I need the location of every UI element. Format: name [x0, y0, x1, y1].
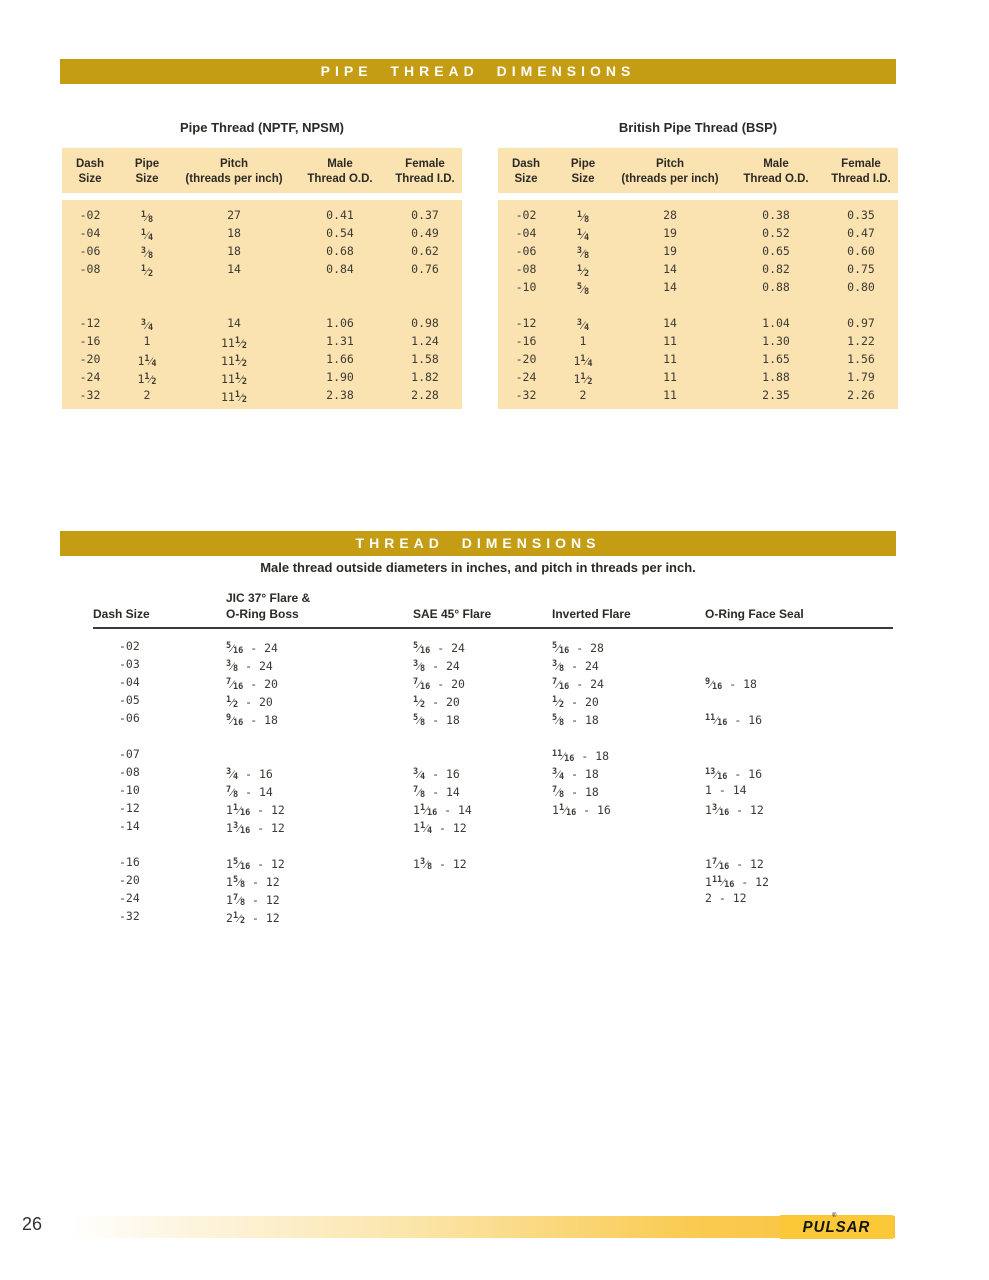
- table-cell: $1^1⁄4$: [573, 354, 593, 369]
- table-cell: 11: [663, 370, 677, 384]
- column-header: Pitch (threads per inch): [185, 157, 283, 185]
- table-cell: -16: [515, 334, 537, 348]
- table-cell: 1.79: [847, 370, 875, 384]
- table-cell: -06: [119, 711, 140, 725]
- table-cell: $11^1⁄2$: [220, 372, 248, 387]
- table-row: [95, 853, 893, 871]
- section-title: THREAD DIMENSIONS: [355, 535, 601, 551]
- table-cell: -32: [119, 909, 140, 923]
- table-cell: [728, 296, 824, 314]
- table-cell: 14: [663, 316, 677, 330]
- table-cell: -14: [119, 819, 140, 833]
- table-cell: -20: [119, 873, 140, 887]
- table-cell: $^5$⁄8 - 18: [552, 713, 599, 728]
- registered-trademark-mark: ®: [832, 1213, 837, 1219]
- table-row: [95, 673, 893, 691]
- table-cell: -08: [119, 765, 140, 779]
- table-cell: [292, 278, 388, 296]
- table-cell: 1.30: [762, 334, 790, 348]
- table-cell: $1^1⁄4$: [137, 354, 157, 369]
- table-cell: [176, 278, 292, 296]
- table-cell: 28: [663, 208, 677, 222]
- table-row: [95, 709, 893, 727]
- column-header: Male Thread O.D.: [307, 157, 373, 185]
- table-cell: 1.82: [411, 370, 439, 384]
- table-cell: -05: [119, 693, 140, 707]
- table-cell: -07: [119, 747, 140, 761]
- table-cell: 0.54: [326, 226, 354, 240]
- table-cell: $1^7⁄16 - 12$: [705, 857, 764, 872]
- table-row: [95, 889, 893, 907]
- table-cell: 18: [227, 226, 241, 240]
- table-cell: [176, 296, 292, 314]
- table-cell: $1^1⁄16 - 14$: [413, 803, 472, 818]
- table-cell: [388, 296, 462, 314]
- table-cell: $^1$⁄2 - 20: [413, 695, 460, 710]
- table-row: [95, 727, 893, 745]
- table-cell: $^5$⁄16 - 24: [226, 641, 278, 656]
- table-cell: $^3$⁄4 - 16: [226, 767, 273, 782]
- column-header: SAE 45° Flare: [413, 607, 492, 621]
- table-cell: 19: [663, 226, 677, 240]
- table-cell: $^3$⁄4 - 18: [552, 767, 599, 782]
- table-cell: $^5$⁄16 - 24: [413, 641, 465, 656]
- table-cell: -02: [515, 208, 537, 222]
- thread-dimensions-table-header: [93, 580, 893, 629]
- table-cell: -24: [79, 370, 101, 384]
- table-cell: $1^3⁄16 - 12$: [705, 803, 764, 818]
- table-cell: 0.37: [411, 208, 439, 222]
- thread-dimensions-table: [95, 637, 893, 925]
- table-cell: -20: [515, 352, 537, 366]
- table-cell: [413, 835, 552, 853]
- table-row: [95, 781, 893, 799]
- table-cell: 0.82: [762, 262, 790, 276]
- table-cell: $1^1⁄16 - 16$: [552, 803, 611, 818]
- table-cell: 0.68: [326, 244, 354, 258]
- table-cell: 0.35: [847, 208, 875, 222]
- table-cell: 1: [579, 334, 587, 348]
- table-cell: 0.88: [762, 280, 790, 294]
- table-cell: $^1$⁄4: [140, 228, 154, 243]
- table-cell: $^3$⁄4: [140, 318, 154, 333]
- table-cell: 14: [227, 262, 241, 276]
- table-row: [95, 763, 893, 781]
- table-cell: [388, 278, 462, 296]
- column-header: O-Ring Face Seal: [705, 607, 804, 621]
- table-cell: -06: [515, 244, 537, 258]
- table-cell: $^3$⁄4 - 16: [413, 767, 460, 782]
- table-cell: -04: [515, 226, 537, 240]
- table-cell: 0.38: [762, 208, 790, 222]
- table-cell: $^3$⁄8 - 24: [413, 659, 460, 674]
- table-cell: 1.31: [326, 334, 354, 348]
- table-cell: $2^1⁄2 - 12$: [226, 911, 280, 926]
- table-cell: 14: [663, 262, 677, 276]
- pipe-thread-dimensions-banner: [60, 59, 896, 84]
- table-cell: 11: [663, 352, 677, 366]
- table-cell: 0.98: [411, 316, 439, 330]
- section-title: PIPE THREAD DIMENSIONS: [320, 63, 636, 79]
- table-cell: -12: [515, 316, 537, 330]
- table-cell: -10: [515, 280, 537, 294]
- table-cell: 0.84: [326, 262, 354, 276]
- table-cell: 1.56: [847, 352, 875, 366]
- table-cell: $1^1⁄4 - 12$: [413, 821, 467, 836]
- table-cell: 2 - 12: [705, 891, 747, 905]
- table-cell: 0.41: [326, 208, 354, 222]
- pipe-thread-table-nptf: [62, 200, 462, 409]
- table-cell: $1^1⁄16 - 12$: [226, 803, 285, 818]
- table-cell: -16: [79, 334, 101, 348]
- table-cell: [705, 727, 893, 745]
- table-cell: [62, 278, 118, 296]
- table-cell: $^{13}$⁄16 - 16: [705, 767, 763, 782]
- table-cell: 1.06: [326, 316, 354, 330]
- table-cell: 0.52: [762, 226, 790, 240]
- column-header: Pitch (threads per inch): [621, 157, 719, 185]
- pulsar-logo: [780, 1215, 893, 1239]
- table-cell: 1.90: [326, 370, 354, 384]
- table-cell: [413, 907, 552, 930]
- table-cell: $1^7⁄8 - 12$: [226, 893, 280, 908]
- table-cell: $1^{11}⁄16 - 12$: [705, 875, 769, 890]
- table-cell: -20: [79, 352, 101, 366]
- table-cell: 1.65: [762, 352, 790, 366]
- table-cell: 27: [227, 208, 241, 222]
- column-header: Female Thread I.D.: [395, 157, 455, 185]
- table-cell: -32: [515, 388, 537, 402]
- table-cell: 0.49: [411, 226, 439, 240]
- table-cell: $^7$⁄16 - 20: [226, 677, 278, 692]
- table-cell: $1^3⁄16 - 12$: [226, 821, 285, 836]
- table-cell: -08: [515, 262, 537, 276]
- table-cell: 0.75: [847, 262, 875, 276]
- table-cell: [413, 727, 552, 745]
- page-number: 26: [22, 1214, 43, 1234]
- table-cell: $^9$⁄16 - 18: [226, 713, 278, 728]
- table-cell: 14: [227, 316, 241, 330]
- table-cell: $^7$⁄8 - 14: [413, 785, 460, 800]
- table-cell: $^7$⁄8 - 18: [552, 785, 599, 800]
- table-cell: [824, 296, 898, 314]
- table-cell: $^7$⁄16 - 20: [413, 677, 465, 692]
- column-header: Male Thread O.D.: [743, 157, 809, 185]
- column-header: Dash Size: [511, 157, 541, 185]
- table-cell: [95, 835, 226, 853]
- table-cell: -16: [119, 855, 140, 869]
- footer-gradient-bar: [70, 1216, 895, 1238]
- table-cell: $^3$⁄8 - 24: [226, 659, 273, 674]
- table-cell: $11^1⁄2$: [220, 390, 248, 405]
- table-cell: $^{11}$⁄16 - 16: [705, 713, 763, 728]
- nptf-table-title: Pipe Thread (NPTF, NPSM): [180, 120, 344, 135]
- pulsar-logo-text: PULSAR: [802, 1218, 871, 1236]
- table-cell: $^{11}$⁄16 - 18: [552, 749, 610, 764]
- table-cell: [554, 296, 612, 314]
- table-cell: $^1$⁄8: [576, 210, 590, 225]
- table-cell: $^5$⁄8 - 18: [413, 713, 460, 728]
- table-cell: $^1$⁄8: [140, 210, 154, 225]
- table-cell: 1 - 14: [705, 783, 747, 797]
- thread-dimensions-subtitle: Male thread outside diameters in inches, and pitch in threads per inch.: [260, 560, 696, 575]
- table-cell: 0.97: [847, 316, 875, 330]
- table-cell: -24: [119, 891, 140, 905]
- column-header: Pipe Size: [570, 157, 596, 185]
- table-cell: $11^1⁄2$: [220, 336, 248, 351]
- table-cell: [118, 296, 176, 314]
- table-cell: 18: [227, 244, 241, 258]
- table-cell: 0.65: [762, 244, 790, 258]
- table-cell: 1.58: [411, 352, 439, 366]
- thread-dimensions-banner: [60, 531, 896, 556]
- table-cell: -24: [515, 370, 537, 384]
- table-cell: 2: [579, 388, 587, 402]
- column-header: Inverted Flare: [552, 607, 631, 621]
- table-cell: 1.88: [762, 370, 790, 384]
- table-row: [95, 745, 893, 763]
- table-cell: $^3$⁄4: [576, 318, 590, 333]
- table-row: [95, 691, 893, 709]
- table-cell: -12: [119, 801, 140, 815]
- table-cell: -02: [119, 639, 140, 653]
- table-cell: 1: [143, 334, 151, 348]
- table-cell: 11: [663, 334, 677, 348]
- table-cell: 1.24: [411, 334, 439, 348]
- table-cell: 2.35: [762, 388, 790, 402]
- table-cell: [498, 296, 554, 314]
- table-row: [95, 907, 893, 925]
- column-header: Dash Size: [93, 607, 150, 621]
- table-cell: $^1$⁄2 - 20: [552, 695, 599, 710]
- table-cell: [705, 835, 893, 853]
- table-cell: $1^1⁄2$: [137, 372, 157, 387]
- table-cell: [226, 835, 413, 853]
- table-cell: $1^1⁄2$: [573, 372, 593, 387]
- table-cell: [226, 727, 413, 745]
- table-cell: [292, 296, 388, 314]
- table-row: [95, 655, 893, 673]
- table-row: [95, 835, 893, 853]
- table-cell: [612, 296, 728, 314]
- table-cell: -06: [79, 244, 101, 258]
- table-cell: [118, 278, 176, 296]
- table-cell: -10: [119, 783, 140, 797]
- table-cell: 2.28: [411, 388, 439, 402]
- table-cell: $^5$⁄8: [576, 282, 590, 297]
- column-header: Pipe Size: [134, 157, 160, 185]
- table-cell: $^1$⁄2: [140, 264, 154, 279]
- table-cell: 2.38: [326, 388, 354, 402]
- table-cell: [62, 296, 118, 314]
- table-cell: [552, 835, 705, 853]
- bsp-table-title: British Pipe Thread (BSP): [618, 120, 778, 135]
- table-cell: $^1$⁄4: [576, 228, 590, 243]
- table-cell: $^7$⁄8 - 14: [226, 785, 273, 800]
- table-cell: [552, 907, 705, 930]
- table-cell: 0.76: [411, 262, 439, 276]
- table-row: [95, 799, 893, 817]
- bsp-table-header: [498, 148, 898, 193]
- table-cell: -04: [79, 226, 101, 240]
- table-cell: -08: [79, 262, 101, 276]
- table-row: [95, 817, 893, 835]
- table-cell: [705, 907, 893, 930]
- table-cell: [552, 727, 705, 745]
- table-cell: $^3$⁄8: [576, 246, 590, 261]
- table-cell: 2: [143, 388, 151, 402]
- table-cell: $1^5⁄8 - 12$: [226, 875, 280, 890]
- column-header: Female Thread I.D.: [831, 157, 891, 185]
- table-cell: -12: [79, 316, 101, 330]
- table-cell: 14: [663, 280, 677, 294]
- table-row: [95, 637, 893, 655]
- table-cell: -04: [119, 675, 140, 689]
- table-cell: 0.60: [847, 244, 875, 258]
- table-cell: 1.66: [326, 352, 354, 366]
- table-cell: -03: [119, 657, 140, 671]
- table-cell: $^7$⁄16 - 24: [552, 677, 604, 692]
- table-cell: 1.22: [847, 334, 875, 348]
- table-cell: 19: [663, 244, 677, 258]
- table-cell: 0.47: [847, 226, 875, 240]
- table-cell: $^3$⁄8: [140, 246, 154, 261]
- pipe-thread-table-bsp: [498, 200, 898, 409]
- table-cell: [95, 727, 226, 745]
- table-cell: 0.62: [411, 244, 439, 258]
- table-cell: -02: [79, 208, 101, 222]
- table-row: [95, 871, 893, 889]
- table-cell: $^5$⁄16 - 28: [552, 641, 604, 656]
- table-cell: 0.80: [847, 280, 875, 294]
- table-cell: -32: [79, 388, 101, 402]
- table-cell: 11: [663, 388, 677, 402]
- nptf-table-header: [62, 148, 462, 193]
- table-cell: $1^3⁄8 - 12$: [413, 857, 467, 872]
- table-cell: $^3$⁄8 - 24: [552, 659, 599, 674]
- table-cell: $^1$⁄2 - 20: [226, 695, 273, 710]
- table-cell: $1^5⁄16 - 12$: [226, 857, 285, 872]
- table-cell: 2.26: [847, 388, 875, 402]
- table-cell: $^1$⁄2: [576, 264, 590, 279]
- table-cell: 1.04: [762, 316, 790, 330]
- column-header: JIC 37° Flare & O-Ring Boss: [226, 591, 311, 621]
- column-header: Dash Size: [75, 157, 105, 185]
- table-cell: $^9$⁄16 - 18: [705, 677, 757, 692]
- table-cell: $11^1⁄2$: [220, 354, 248, 369]
